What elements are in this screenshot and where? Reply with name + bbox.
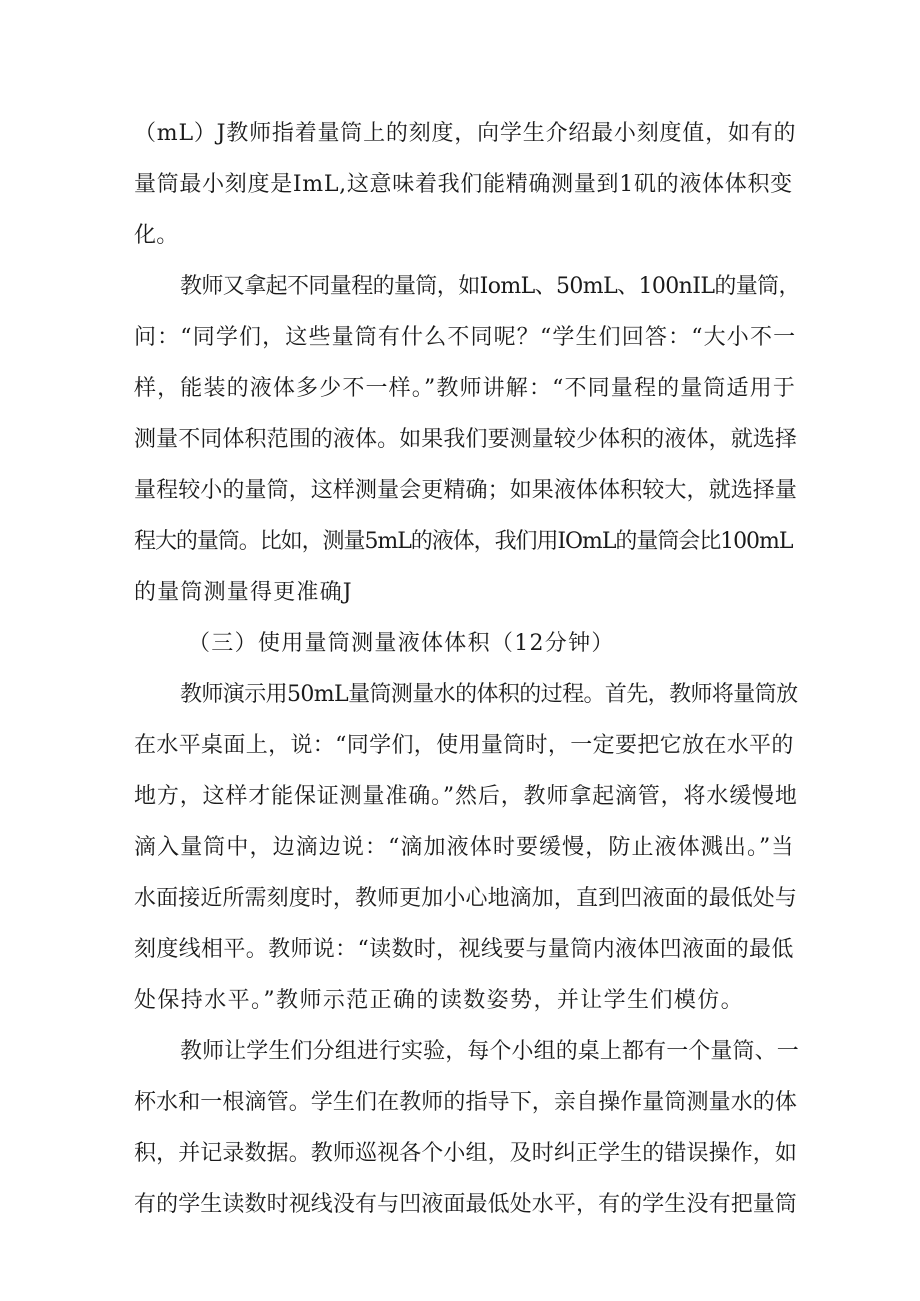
paragraph-4-line-1: 教师让学生们分组进行实验，每个小组的桌上都有一个量筒、一	[180, 1039, 799, 1064]
paragraph-1-line-2: 量筒最小刻度是ImL,这意味着我们能精确测量到1矶的液体体积变	[134, 172, 793, 197]
section-heading: （三）使用量筒测量液体体积（12分钟）	[188, 631, 615, 656]
paragraph-4-line-2: 杯水和一根滴管。学生们在教师的指导下，亲自操作量筒测量水的体	[134, 1090, 798, 1115]
paragraph-2-line-2: 问：“同学们，这些量筒有什么不同呢？“学生们回答：“大小不一	[134, 325, 797, 350]
paragraph-1-line-3: 化。	[134, 223, 179, 248]
paragraph-2-line-1: 教师又拿起不同量程的量筒，如IomL、50mL、100nIL的量筒，	[180, 274, 800, 299]
paragraph-2-line-3: 样，能装的液体多少不一样。”教师讲解：“不同量程的量筒适用于	[134, 376, 796, 401]
paragraph-3-line-5: 水面接近所需刻度时，教师更加小心地滴加，直到凹液面的最低处与	[134, 886, 798, 911]
paragraph-4-line-4: 有的学生读数时视线没有与凹液面最低处水平，有的学生没有把量筒	[134, 1192, 798, 1217]
paragraph-3-line-6: 刻度线相平。教师说：“读数时，视线要与量筒内液体凹液面的最低	[134, 937, 794, 962]
paragraph-3-line-7: 处保持水平。”教师示范正确的读数姿势，并让学生们模仿。	[134, 988, 745, 1013]
paragraph-1-line-1: （mL）J教师指着量筒上的刻度，向学生介绍最小刻度值，如有的	[134, 121, 797, 146]
paragraph-2-line-4: 测量不同体积范围的液体。如果我们要测量较少体积的液体，就选择	[134, 427, 798, 452]
paragraph-3-line-3: 地方，这样才能保证测量准确。”然后，教师拿起滴管，将水缓慢地	[134, 784, 798, 809]
paragraph-3-line-1: 教师演示用50mL量筒测量水的体积的过程。首先，教师将量筒放	[180, 682, 798, 707]
paragraph-2-line-6: 程大的量筒。比如，测量5mL的液体，我们用IOmL的量筒会比100mL	[134, 529, 793, 554]
paragraph-4-line-3: 积，并记录数据。教师巡视各个小组，及时纠正学生的错误操作，如	[134, 1141, 798, 1166]
paragraph-3-line-4: 滴入量筒中，边滴边说：“滴加液体时要缓慢，防止液体溅出。”当	[134, 835, 795, 860]
paragraph-2-line-5: 量程较小的量筒，这样测量会更精确；如果液体体积较大，就选择量	[134, 478, 798, 503]
paragraph-3-line-2: 在水平桌面上，说：“同学们，使用量筒时，一定要把它放在水平的	[134, 733, 794, 758]
paragraph-2-line-7: 的量筒测量得更准确J	[134, 580, 353, 605]
